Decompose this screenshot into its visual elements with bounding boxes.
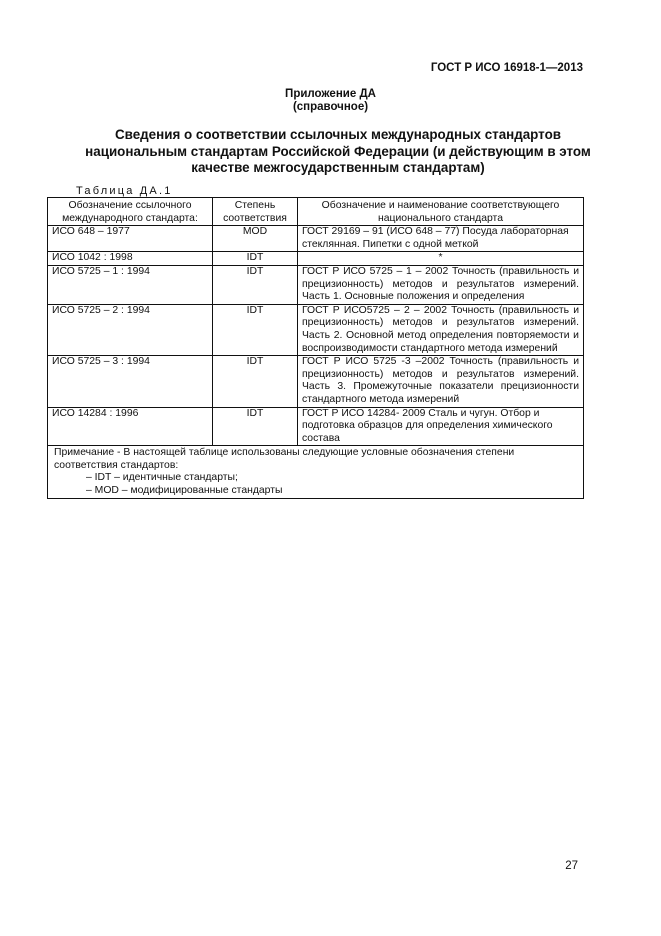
table-row xyxy=(48,304,584,355)
national-standard: ГОСТ Р ИСО 14284- 2009 Сталь и чугун. Отбор и подготовка образцов для определения химического состава xyxy=(298,407,584,446)
national-standard: ГОСТ Р ИСО 5725 – 1 – 2002 Точность (правильность и прецизионность) методов и результатов измерений. Часть 1. Основные положения и определения xyxy=(298,265,584,304)
standards-table xyxy=(47,197,584,499)
national-standard: * xyxy=(298,252,584,266)
page-number: 27 xyxy=(565,860,578,872)
note-text: Примечание - В настоящей таблице использованы следующие условные обозначения степени соответствия стандартов: xyxy=(54,447,515,471)
iso-designation: ИСО 14284 : 1996 xyxy=(48,407,213,446)
table-header-row xyxy=(48,198,584,226)
header-international-standard: Обозначение ссылочного международного стандарта: xyxy=(48,198,213,226)
document-code: ГОСТ Р ИСО 16918-1—2013 xyxy=(430,62,583,74)
degree-of-correspondence: IDT xyxy=(213,304,298,355)
main-title xyxy=(48,127,628,177)
iso-designation: ИСО 5725 – 3 : 1994 xyxy=(48,356,213,407)
iso-designation: ИСО 5725 – 2 : 1994 xyxy=(48,304,213,355)
degree-of-correspondence: IDT xyxy=(213,356,298,407)
iso-designation: ИСО 5725 – 1 : 1994 xyxy=(48,265,213,304)
table-note-row xyxy=(48,446,584,498)
table-row xyxy=(48,226,584,252)
main-title-line-2: национальным стандартам Российской Федерации (и действующим в этом xyxy=(85,143,591,159)
iso-designation: ИСО 1042 : 1998 xyxy=(48,252,213,266)
iso-designation: ИСО 648 – 1977 xyxy=(48,226,213,252)
table-row xyxy=(48,252,584,266)
table-row xyxy=(48,265,584,304)
appendix-subtitle: (справочное) xyxy=(292,101,369,113)
header-national-standard: Обозначение и наименование соответствующего национального стандарта xyxy=(298,198,584,226)
national-standard: ГОСТ 29169 – 91 (ИСО 648 – 77) Посуда лабораторная стеклянная. Пипетки с одной меткой xyxy=(298,226,584,252)
main-title-line-1: Сведения о соответствии ссылочных международных стандартов xyxy=(115,127,561,142)
degree-of-correspondence: IDT xyxy=(213,265,298,304)
degree-of-correspondence: IDT xyxy=(213,252,298,266)
table-row xyxy=(48,356,584,407)
table-caption: Таблица ДА.1 xyxy=(76,185,173,197)
degree-of-correspondence: MOD xyxy=(213,226,298,252)
appendix-heading xyxy=(0,88,661,114)
note-item-mod: – MOD – модифицированные стандарты xyxy=(86,485,283,497)
table-row xyxy=(48,407,584,446)
appendix-title: Приложение ДА xyxy=(285,88,376,100)
national-standard: ГОСТ Р ИСО 5725 -3 –2002 Точность (правильность и прецизионность) методов и результатов измерений. Часть 3. Промежуточные показатели прецизионности стандартного метода измерений xyxy=(298,356,584,407)
table-note xyxy=(48,446,584,498)
degree-of-correspondence: IDT xyxy=(213,407,298,446)
header-degree: Степень соответствия xyxy=(213,198,298,226)
main-title-line-3: качестве межгосударственным стандартам) xyxy=(191,160,485,175)
national-standard: ГОСТ Р ИСО5725 – 2 – 2002 Точность (правильность и прецизионность) методов и результатов измерений. Часть 2. Основной метод определения повторяемости и воспроизводимости стандартного метода измерений xyxy=(298,304,584,355)
note-item-idt: – IDT – идентичные стандарты; xyxy=(86,472,238,484)
